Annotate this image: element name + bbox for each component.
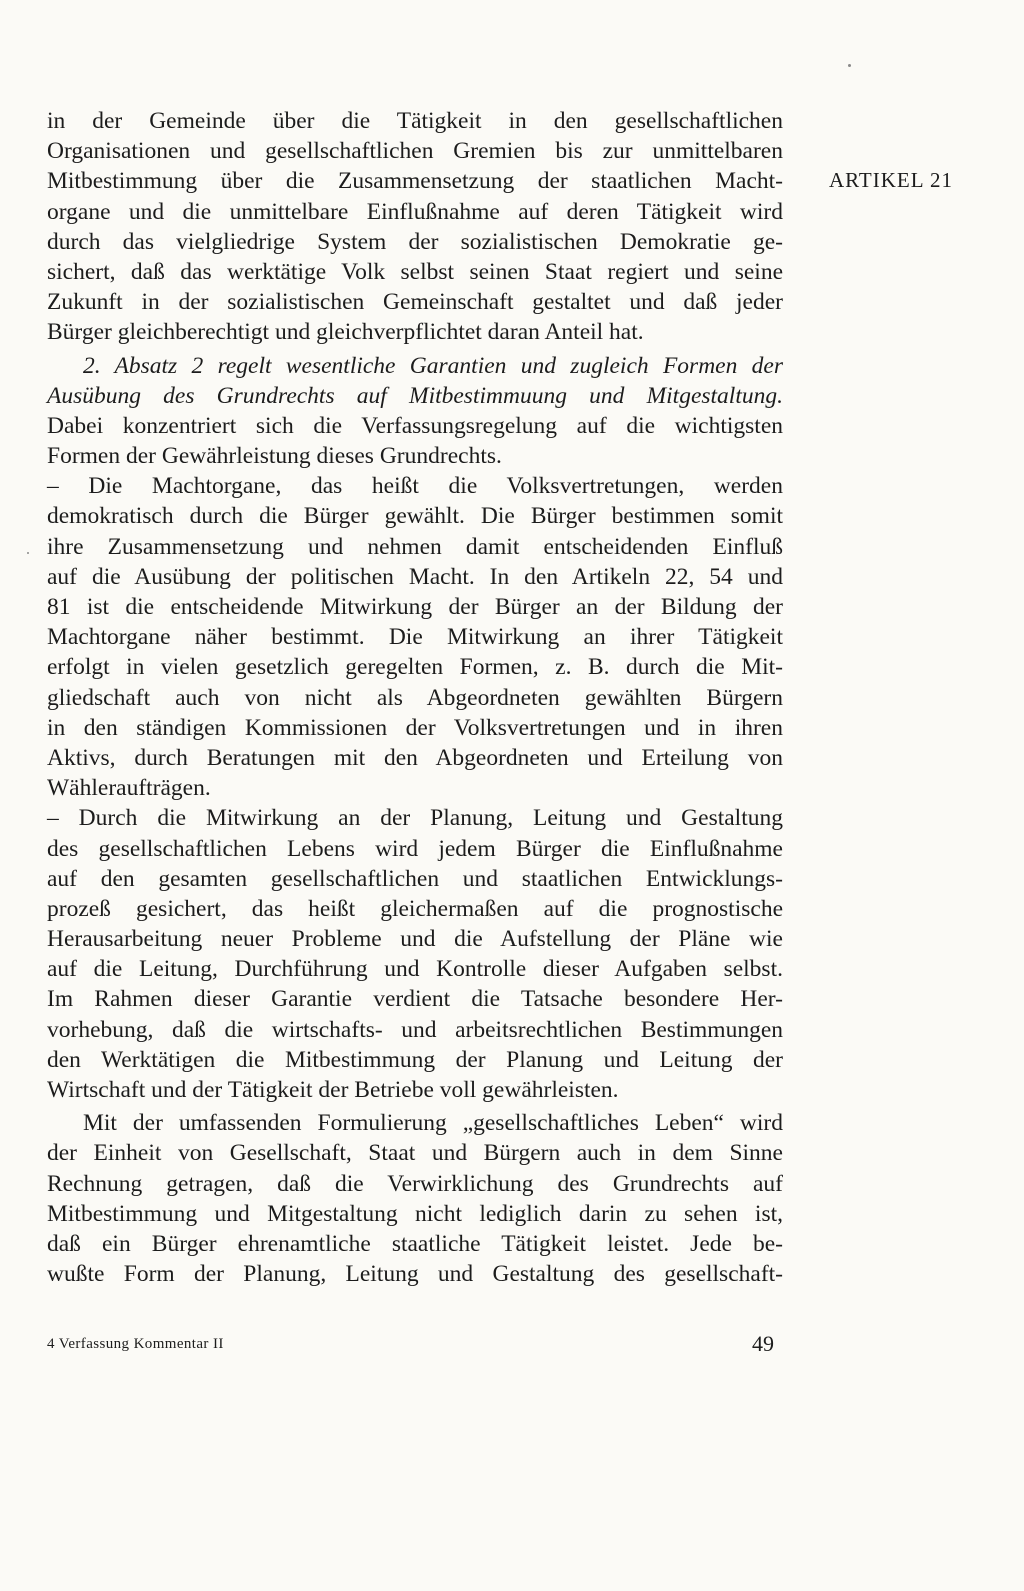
text-line: Mitbestimmung und Mitgestaltung nicht lediglich darin zu sehen ist, [47, 1200, 783, 1227]
text-line: Herausarbeitung neuer Probleme und die Aufstellung der Pläne wie [47, 926, 783, 953]
text-line: Im Rahmen dieser Garantie verdient die Tatsache besondere Her- [47, 986, 783, 1013]
text-line: auf den gesamten gesellschaftlichen und staatlichen Entwicklungs- [47, 865, 783, 892]
text-line: prozeß gesichert, das heißt gleichermaßen auf die prognostische [47, 895, 783, 922]
paper-speck [848, 64, 851, 67]
text-line: Zukunft in der sozialistischen Gemeinschaft gestaltet und daß jeder [47, 289, 783, 316]
text-line: Organisationen und gesellschaftlichen Gremien bis zur unmittelbaren [47, 138, 783, 165]
text-line: 2. Absatz 2 regelt wesentliche Garantien und zugleich Formen der [83, 352, 783, 379]
text-line: Bürger gleichberechtigt und gleichverpflichtet daran Anteil hat. [47, 319, 644, 346]
text-line: Formen der Gewährleistung dieses Grundrechts. [47, 443, 502, 470]
text-line: Wähleraufträgen. [47, 775, 211, 802]
margin-note-article: ARTIKEL 21 [829, 168, 954, 192]
text-line: auf die Ausübung der politischen Macht. In den Artikeln 22, 54 und [47, 563, 783, 590]
text-line: den Werktätigen die Mitbestimmung der Planung und Leitung der [47, 1046, 783, 1073]
text-line: Dabei konzentriert sich die Verfassungsregelung auf die wichtigsten [47, 412, 783, 439]
text-line: gliedschaft auch von nicht als Abgeordneten gewählten Bürgern [47, 684, 783, 711]
footer-signature: 4 Verfassung Kommentar II [47, 1336, 224, 1352]
text-line: – Die Machtorgane, das heißt die Volksvertretungen, werden [47, 473, 783, 500]
text-line: in der Gemeinde über die Tätigkeit in den gesellschaftlichen [47, 108, 783, 134]
text-line: durch das vielgliedrige System der sozialistischen Demokratie ge- [47, 228, 783, 255]
paper-speck [27, 552, 29, 554]
text-line: Ausübung des Grundrechts auf Mitbestimmuung und Mitgestaltung. [47, 382, 783, 409]
text-line: in den ständigen Kommissionen der Volksvertretungen und in ihren [47, 714, 783, 741]
text-line: daß ein Bürger ehrenamtliche staatliche Tätigkeit leistet. Jede be- [47, 1230, 783, 1257]
text-line: 81 ist die entscheidende Mitwirkung der Bürger an der Bildung der [47, 594, 783, 620]
text-line: Aktivs, durch Beratungen mit den Abgeordneten und Erteilung von [47, 744, 783, 771]
text-line: ihre Zusammensetzung und nehmen damit entscheidenden Einfluß [47, 533, 783, 560]
text-line: des gesellschaftlichen Lebens wird jedem Bürger die Einflußnahme [47, 835, 783, 862]
text-line: sichert, daß das werktätige Volk selbst seinen Staat regiert und seine [47, 258, 783, 285]
text-line: Mit der umfassenden Formulierung „gesellschaftliches Leben“ wird [83, 1110, 783, 1137]
body-text [47, 106, 783, 1289]
text-line: der Einheit von Gesellschaft, Staat und Bürgern auch in dem Sinne [47, 1140, 783, 1167]
text-line: Rechnung getragen, daß die Verwirklichung des Grundrechts auf [47, 1170, 783, 1197]
text-line: erfolgt in vielen gesetzlich geregelten Formen, z. B. durch die Mit- [47, 654, 783, 681]
text-line: – Durch die Mitwirkung an der Planung, Leitung und Gestaltung [47, 805, 783, 832]
text-line: demokratisch durch die Bürger gewählt. Die Bürger bestimmen somit [47, 503, 783, 530]
text-line: auf die Leitung, Durchführung und Kontrolle dieser Aufgaben selbst. [47, 956, 783, 983]
text-line: wußte Form der Planung, Leitung und Gestaltung des gesellschaft- [47, 1261, 783, 1288]
text-line: Machtorgane näher bestimmt. Die Mitwirkung an ihrer Tätigkeit [47, 624, 783, 651]
text-line: Mitbestimmung über die Zusammensetzung der staatlichen Macht- [47, 168, 783, 195]
text-line: vorhebung, daß die wirtschafts- und arbeitsrechtlichen Bestimmungen [47, 1016, 783, 1043]
text-line: organe und die unmittelbare Einflußnahme auf deren Tätigkeit wird [47, 198, 783, 225]
text-line: Wirtschaft und der Tätigkeit der Betriebe voll gewährleisten. [47, 1077, 619, 1103]
page-number: 49 [752, 1331, 774, 1356]
